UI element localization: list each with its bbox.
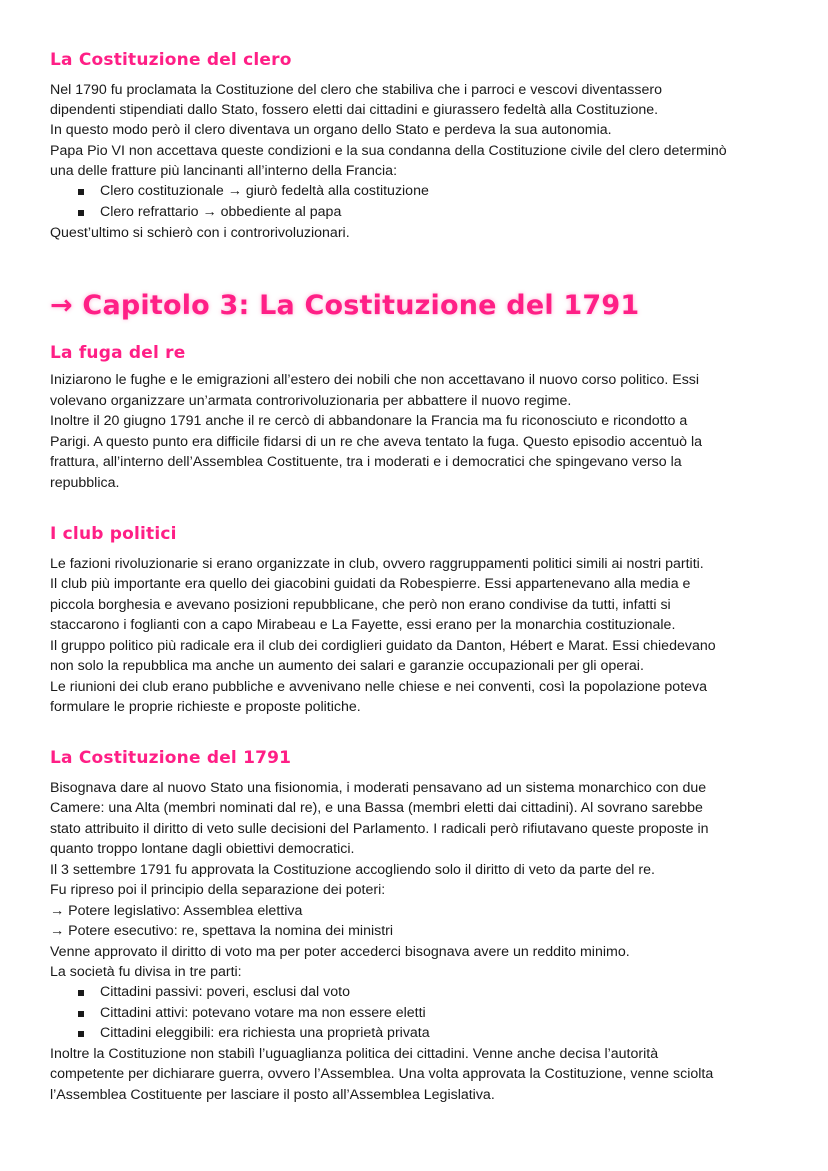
paragraph-line: dipendenti stipendiati dallo Stato, fossero eletti dai cittadini e giurassero fedeltà alla Costituzione. bbox=[50, 102, 659, 118]
paragraph-line: frattura, all’interno dell’Assemblea Costituente, tra i moderati e i democratici che spingevano verso la bbox=[50, 454, 682, 470]
paragraph-line: piccola borghesia e avevano posizioni repubblicane, che però non erano condivise da tutti, infatti si bbox=[50, 597, 671, 613]
paragraph-line: Bisognava dare al nuovo Stato una fisionomia, i moderati pensavano ad un sistema monarchico con due bbox=[50, 780, 707, 796]
paragraph-line: Inoltre la Costituzione non stabilì l’uguaglianza politica dei cittadini. Venne anche decisa l’autorità bbox=[50, 1046, 659, 1062]
paragraph-line: Fu ripreso poi il principio della separazione dei poteri: bbox=[50, 882, 386, 898]
chapter-heading: → Capitolo 3: La Costituzione del 1791 bbox=[50, 290, 640, 321]
paragraph-line: competente per dichiarare guerra, ovvero l’Assemblea. Una volta approvata la Costituzione, venne sciolta bbox=[50, 1066, 714, 1082]
bullet-marker bbox=[78, 1011, 84, 1017]
section-heading-club: I club politici bbox=[50, 524, 177, 544]
paragraph-line: stato attribuito il diritto di veto sulle decisioni del Parlamento. I radicali però rifiutavano queste proposte in bbox=[50, 821, 709, 837]
paragraph-line: staccarono i foglianti con a capo Mirabeau e La Fayette, essi erano per la monarchia costituzionale. bbox=[50, 617, 676, 633]
paragraph-line: → Potere esecutivo: re, spettava la nomina dei ministri bbox=[50, 923, 394, 939]
paragraph-line: una delle fratture più lancinanti all’interno della Francia: bbox=[50, 163, 398, 179]
paragraph-line: quanto troppo lontane dagli obiettivi democratici. bbox=[50, 841, 355, 857]
paragraph-line: volevano organizzare un’armata controrivoluzionaria per abbattere il nuovo regime. bbox=[50, 393, 572, 409]
bullet-item: Clero refrattario → obbediente al papa bbox=[100, 204, 342, 220]
paragraph-line: non solo la repubblica ma anche un aumento dei salari e garanzie occupazionali per gli operai. bbox=[50, 658, 644, 674]
bullet-item: Cittadini eleggibili: era richiesta una proprietà privata bbox=[100, 1025, 430, 1041]
paragraph-line: Inoltre il 20 giugno 1791 anche il re cercò di abbandonare la Francia ma fu riconosciuto e ricondotto a bbox=[50, 413, 688, 429]
paragraph-line: Il gruppo politico più radicale era il club dei cordiglieri guidato da Danton, Hébert e Marat. Essi chiedevano bbox=[50, 638, 716, 654]
paragraph-line: La società fu divisa in tre parti: bbox=[50, 964, 242, 980]
paragraph-line: repubblica. bbox=[50, 475, 120, 491]
bullet-item: Cittadini attivi: potevano votare ma non essere eletti bbox=[100, 1005, 426, 1021]
paragraph-line: Nel 1790 fu proclamata la Costituzione del clero che stabiliva che i parroci e vescovi diventassero bbox=[50, 82, 662, 98]
paragraph-line: Il 3 settembre 1791 fu approvata la Costituzione accogliendo solo il diritto di veto da parte del re. bbox=[50, 862, 655, 878]
paragraph-line: Quest’ultimo si schierò con i controrivoluzionari. bbox=[50, 225, 350, 241]
paragraph-line: Camere: una Alta (membri nominati dal re), e una Bassa (membri eletti dai cittadini). Al sovrano sarebbe bbox=[50, 800, 703, 816]
bullet-marker bbox=[78, 1031, 84, 1037]
bullet-item: Clero costituzionale → giurò fedeltà alla costituzione bbox=[100, 183, 429, 199]
bullet-marker bbox=[78, 990, 84, 996]
bullet-marker bbox=[78, 210, 84, 216]
bullet-marker bbox=[78, 189, 84, 195]
paragraph-line: Papa Pio VI non accettava queste condizioni e la sua condanna della Costituzione civile del clero determinò bbox=[50, 143, 727, 159]
paragraph-line: Venne approvato il diritto di voto ma per poter accederci bisognava avere un reddito minimo. bbox=[50, 944, 630, 960]
paragraph-line: l’Assemblea Costituente per lasciare il posto all’Assemblea Legislativa. bbox=[50, 1087, 495, 1103]
paragraph-line: In questo modo però il clero diventava un organo dello Stato e perdeva la sua autonomia. bbox=[50, 122, 612, 138]
paragraph-line: Iniziarono le fughe e le emigrazioni all’estero dei nobili che non accettavano il nuovo corso politico. Essi bbox=[50, 372, 700, 388]
paragraph-line: Parigi. A questo punto era difficile fidarsi di un re che aveva tentato la fuga. Questo episodio accentuò la bbox=[50, 434, 702, 450]
paragraph-line: Le fazioni rivoluzionarie si erano organizzate in club, ovvero raggruppamenti politici simili ai nostri partiti. bbox=[50, 556, 704, 572]
section-heading-clero: La Costituzione del clero bbox=[50, 50, 292, 70]
section-heading-costituzione-1791: La Costituzione del 1791 bbox=[50, 748, 292, 768]
paragraph-line: Le riunioni dei club erano pubbliche e avvenivano nelle chiese e nei conventi, così la popolazione poteva bbox=[50, 679, 708, 695]
paragraph-line: formulare le proprie richieste e proposte politiche. bbox=[50, 699, 361, 715]
section-heading-fuga: La fuga del re bbox=[50, 343, 186, 363]
bullet-item: Cittadini passivi: poveri, esclusi dal voto bbox=[100, 984, 350, 1000]
paragraph-line: → Potere legislativo: Assemblea elettiva bbox=[50, 903, 303, 919]
paragraph-line: Il club più importante era quello dei giacobini guidati da Robespierre. Essi appartenevano alla media e bbox=[50, 576, 691, 592]
